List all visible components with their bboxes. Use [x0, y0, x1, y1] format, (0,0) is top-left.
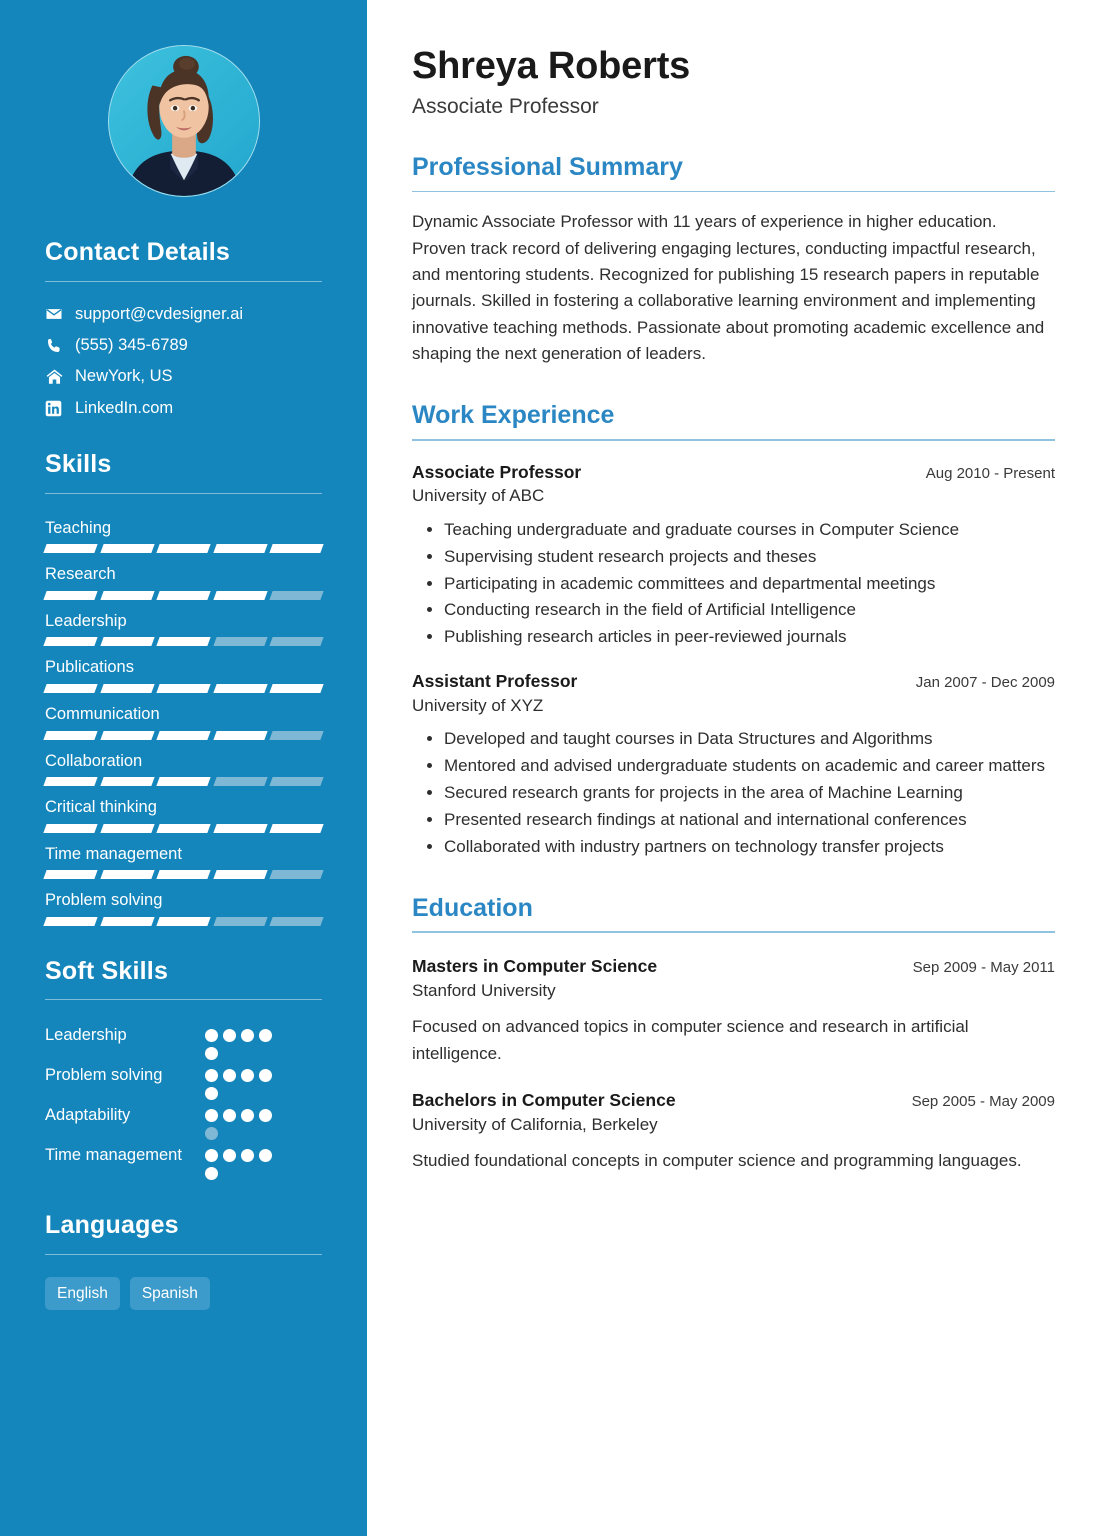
- skill-bar-segment: [157, 591, 211, 600]
- skill-label: Teaching: [45, 518, 112, 537]
- skill-bar-segment: [100, 917, 154, 926]
- list-item: • Mentored and advised undergraduate students on academic and career matters: [444, 753, 1055, 779]
- divider: [45, 493, 322, 494]
- rating-dot: [205, 1167, 218, 1180]
- rating-dot: [205, 1109, 218, 1122]
- languages-heading: Languages: [45, 1211, 179, 1240]
- skill-bar-segment: [213, 637, 267, 646]
- soft-skill-label: Adaptability: [45, 1106, 131, 1125]
- contact-phone-text: (555) 345-6789: [75, 335, 188, 354]
- skill-bar-segment: [100, 684, 154, 693]
- contact-location-text: NewYork, US: [75, 367, 173, 386]
- soft-skill-rating: [205, 1142, 287, 1180]
- skill-item: [45, 888, 322, 926]
- entry-description: Focused on advanced topics in computer science and research in artificial intelligence.: [412, 1017, 969, 1063]
- soft-skills-heading: Soft Skills: [45, 956, 169, 985]
- entry-date: Sep 2009 - May 2011: [912, 958, 1055, 976]
- education-entries: [412, 955, 1055, 1175]
- entry-organization: University of ABC: [412, 486, 545, 506]
- work-entry: [412, 461, 1055, 651]
- divider: [412, 439, 1055, 441]
- email-icon: [45, 305, 71, 323]
- rating-dot: [223, 1109, 236, 1122]
- professional-summary-section: [412, 153, 1055, 367]
- skill-item: [45, 562, 322, 600]
- skill-bar-segment: [213, 824, 267, 833]
- contact-item-location[interactable]: [45, 366, 322, 387]
- skill-bar-segment: [157, 637, 211, 646]
- skill-bar-segment: [43, 731, 97, 740]
- entry-header: [412, 955, 1055, 978]
- contact-item-email[interactable]: [45, 304, 322, 325]
- entry-organization: Stanford University: [412, 980, 556, 1000]
- skill-bar-segment: [43, 824, 97, 833]
- language-chip: Spanish: [130, 1277, 210, 1311]
- work-entry: [412, 670, 1055, 860]
- skills-section: [45, 451, 322, 926]
- skill-label: Communication: [45, 705, 160, 723]
- skill-bar-segment: [157, 544, 211, 553]
- skill-bar-segment: [213, 870, 267, 879]
- skill-bar-segment: [43, 870, 97, 879]
- summary-heading: Professional Summary: [412, 152, 683, 181]
- divider: [412, 931, 1055, 933]
- skill-label: Problem solving: [45, 891, 163, 910]
- skill-level-bar: [45, 684, 322, 693]
- skill-bar-segment: [157, 870, 211, 879]
- soft-skill-item: [45, 1142, 322, 1180]
- education-section: [412, 894, 1055, 1175]
- skill-level-bar: [45, 544, 322, 553]
- skill-label: Critical thinking: [45, 798, 157, 817]
- skills-heading: Skills: [45, 450, 112, 479]
- avatar: [108, 45, 260, 197]
- job-title: Associate Professor: [412, 94, 599, 118]
- skill-bar-segment: [100, 731, 154, 740]
- page-title: Shreya Roberts: [412, 45, 691, 87]
- rating-dot: [241, 1029, 254, 1042]
- entry-title: Bachelors in Computer Science: [412, 1089, 676, 1110]
- soft-skill-rating: [205, 1022, 287, 1060]
- soft-skill-item: [45, 1022, 322, 1060]
- skill-bar-segment: [157, 917, 211, 926]
- skill-bar-segment: [100, 544, 154, 553]
- skills-list: [45, 516, 322, 926]
- skill-level-bar: [45, 777, 322, 786]
- rating-dot: [259, 1029, 272, 1042]
- skill-bar-segment: [100, 824, 154, 833]
- skill-bar-segment: [213, 684, 267, 693]
- skill-bar-segment: [157, 824, 211, 833]
- entry-title: Masters in Computer Science: [412, 955, 658, 976]
- skill-level-bar: [45, 824, 322, 833]
- skill-bar-segment: [43, 544, 97, 553]
- entry-header: [412, 461, 1055, 484]
- skill-label: Publications: [45, 658, 134, 677]
- entry-header: [412, 1089, 1055, 1112]
- entry-description: Studied foundational concepts in computer science and programming languages.: [412, 1151, 1022, 1171]
- entry-bullet-list: [412, 517, 1055, 650]
- skill-bar-segment: [213, 917, 267, 926]
- entry-organization: University of XYZ: [412, 695, 544, 715]
- rating-dot: [205, 1087, 218, 1100]
- divider: [412, 191, 1055, 193]
- list-item: • Collaborated with industry partners on technology transfer projects: [444, 834, 1055, 860]
- skill-bar-segment: [157, 777, 211, 786]
- portrait-photo-icon: [109, 46, 259, 196]
- soft-skill-item: [45, 1102, 322, 1140]
- rating-dot: [259, 1149, 272, 1162]
- rating-dot: [259, 1069, 272, 1082]
- skill-bar-segment: [100, 777, 154, 786]
- list-item: • Teaching undergraduate and graduate courses in Computer Science: [444, 517, 1055, 543]
- skill-bar-segment: [270, 777, 324, 786]
- skill-item: [45, 842, 322, 880]
- skill-item: [45, 516, 322, 554]
- language-chip: English: [45, 1277, 120, 1311]
- skill-bar-segment: [270, 917, 324, 926]
- rating-dot: [241, 1149, 254, 1162]
- entry-title: Associate Professor: [412, 461, 582, 482]
- skill-bar-segment: [270, 731, 324, 740]
- soft-skill-label: Time management: [45, 1146, 182, 1165]
- rating-dot: [223, 1069, 236, 1082]
- work-entries: [412, 461, 1055, 860]
- skill-bar-segment: [157, 731, 211, 740]
- main-content: [367, 0, 1095, 1536]
- soft-skill-rating: [205, 1062, 287, 1100]
- skill-bar-segment: [270, 544, 324, 553]
- divider: [45, 1254, 322, 1255]
- skill-bar-segment: [270, 637, 324, 646]
- skill-label: Collaboration: [45, 751, 143, 770]
- skill-item: [45, 609, 322, 647]
- skill-bar-segment: [270, 591, 324, 600]
- rating-dot: [205, 1029, 218, 1042]
- soft-skills-list: [45, 1022, 322, 1180]
- rating-dot: [223, 1149, 236, 1162]
- rating-dot: [205, 1047, 218, 1060]
- divider: [45, 999, 322, 1000]
- skill-bar-segment: [157, 684, 211, 693]
- languages-section: [45, 1212, 322, 1310]
- rating-dot: [259, 1109, 272, 1122]
- skill-level-bar: [45, 870, 322, 879]
- contact-heading: Contact Details: [45, 238, 230, 266]
- phone-icon: [45, 337, 71, 355]
- entry-date: Sep 2005 - May 2009: [911, 1092, 1055, 1110]
- education-entry: [412, 955, 1055, 1067]
- soft-skills-section: [45, 958, 322, 1181]
- home-icon: [45, 368, 71, 386]
- soft-skill-label: Problem solving: [45, 1066, 163, 1085]
- list-item: • Secured research grants for projects in the area of Machine Learning: [444, 780, 1055, 806]
- skill-bar-segment: [100, 591, 154, 600]
- contact-linkedin-text: LinkedIn.com: [75, 398, 174, 417]
- skill-bar-segment: [270, 684, 324, 693]
- list-item: • Conducting research in the field of Artificial Intelligence: [444, 597, 1055, 623]
- skill-level-bar: [45, 591, 322, 600]
- skill-bar-segment: [100, 637, 154, 646]
- soft-skill-label: Leadership: [45, 1026, 127, 1045]
- skill-item: [45, 795, 322, 833]
- skill-label: Time management: [45, 844, 182, 863]
- skill-bar-segment: [213, 777, 267, 786]
- summary-text: Dynamic Associate Professor with 11 years of experience in higher education. Proven track record of delivering engaging lectures, conducting impactful research, and mentoring students. Recognized for publishing 15 research papers in reputable journals. Skilled in fostering a collaborative learning environment and implementing innovative teaching methods. Passionate about promoting academic excellence and shaping the next generation of leaders.: [412, 212, 1045, 363]
- rating-dot: [241, 1109, 254, 1122]
- work-experience-section: [412, 401, 1055, 859]
- skill-label: Research: [45, 565, 116, 584]
- list-item: • Developed and taught courses in Data Structures and Algorithms: [444, 726, 1055, 752]
- entry-organization: University of California, Berkeley: [412, 1114, 658, 1134]
- skill-bar-segment: [100, 870, 154, 879]
- skill-item: [45, 702, 322, 740]
- list-item: • Publishing research articles in peer-reviewed journals: [444, 624, 1055, 650]
- languages-list: [45, 1277, 322, 1311]
- skill-bar-segment: [213, 731, 267, 740]
- skill-bar-segment: [43, 917, 97, 926]
- skill-bar-segment: [213, 544, 267, 553]
- rating-dot: [241, 1069, 254, 1082]
- contact-section: [45, 239, 322, 419]
- skill-label: Leadership: [45, 611, 127, 630]
- contact-email-text: support@cvdesigner.ai: [75, 304, 244, 323]
- skill-level-bar: [45, 731, 322, 740]
- skill-level-bar: [45, 917, 322, 926]
- education-entry: [412, 1089, 1055, 1175]
- rating-dot: [205, 1149, 218, 1162]
- skill-bar-segment: [43, 591, 97, 600]
- skill-bar-segment: [43, 777, 97, 786]
- entry-header: [412, 670, 1055, 693]
- skill-item: [45, 655, 322, 693]
- linkedin-icon: [45, 400, 71, 417]
- sidebar: [0, 0, 367, 1536]
- education-heading: Education: [412, 893, 533, 922]
- rating-dot: [205, 1127, 218, 1140]
- skill-bar-segment: [213, 591, 267, 600]
- rating-dot: [223, 1029, 236, 1042]
- soft-skill-rating: [205, 1102, 287, 1140]
- list-item: • Supervising student research projects and theses: [444, 544, 1055, 570]
- entry-title: Assistant Professor: [412, 671, 578, 692]
- rating-dot: [205, 1069, 218, 1082]
- skill-level-bar: [45, 637, 322, 646]
- work-heading: Work Experience: [412, 401, 615, 430]
- entry-date: Aug 2010 - Present: [925, 464, 1055, 482]
- entry-bullet-list: [412, 726, 1055, 859]
- skill-bar-segment: [270, 870, 324, 879]
- avatar-container: [45, 45, 322, 197]
- skill-bar-segment: [43, 637, 97, 646]
- divider: [45, 281, 322, 282]
- entry-date: Jan 2007 - Dec 2009: [915, 674, 1055, 692]
- soft-skill-item: [45, 1062, 322, 1100]
- list-item: • Participating in academic committees and departmental meetings: [444, 571, 1055, 597]
- list-item: • Presented research findings at national and international conferences: [444, 807, 1055, 833]
- contact-item-phone[interactable]: [45, 335, 322, 356]
- skill-bar-segment: [270, 824, 324, 833]
- contact-item-linkedin[interactable]: [45, 398, 322, 419]
- skill-item: [45, 749, 322, 787]
- skill-bar-segment: [43, 684, 97, 693]
